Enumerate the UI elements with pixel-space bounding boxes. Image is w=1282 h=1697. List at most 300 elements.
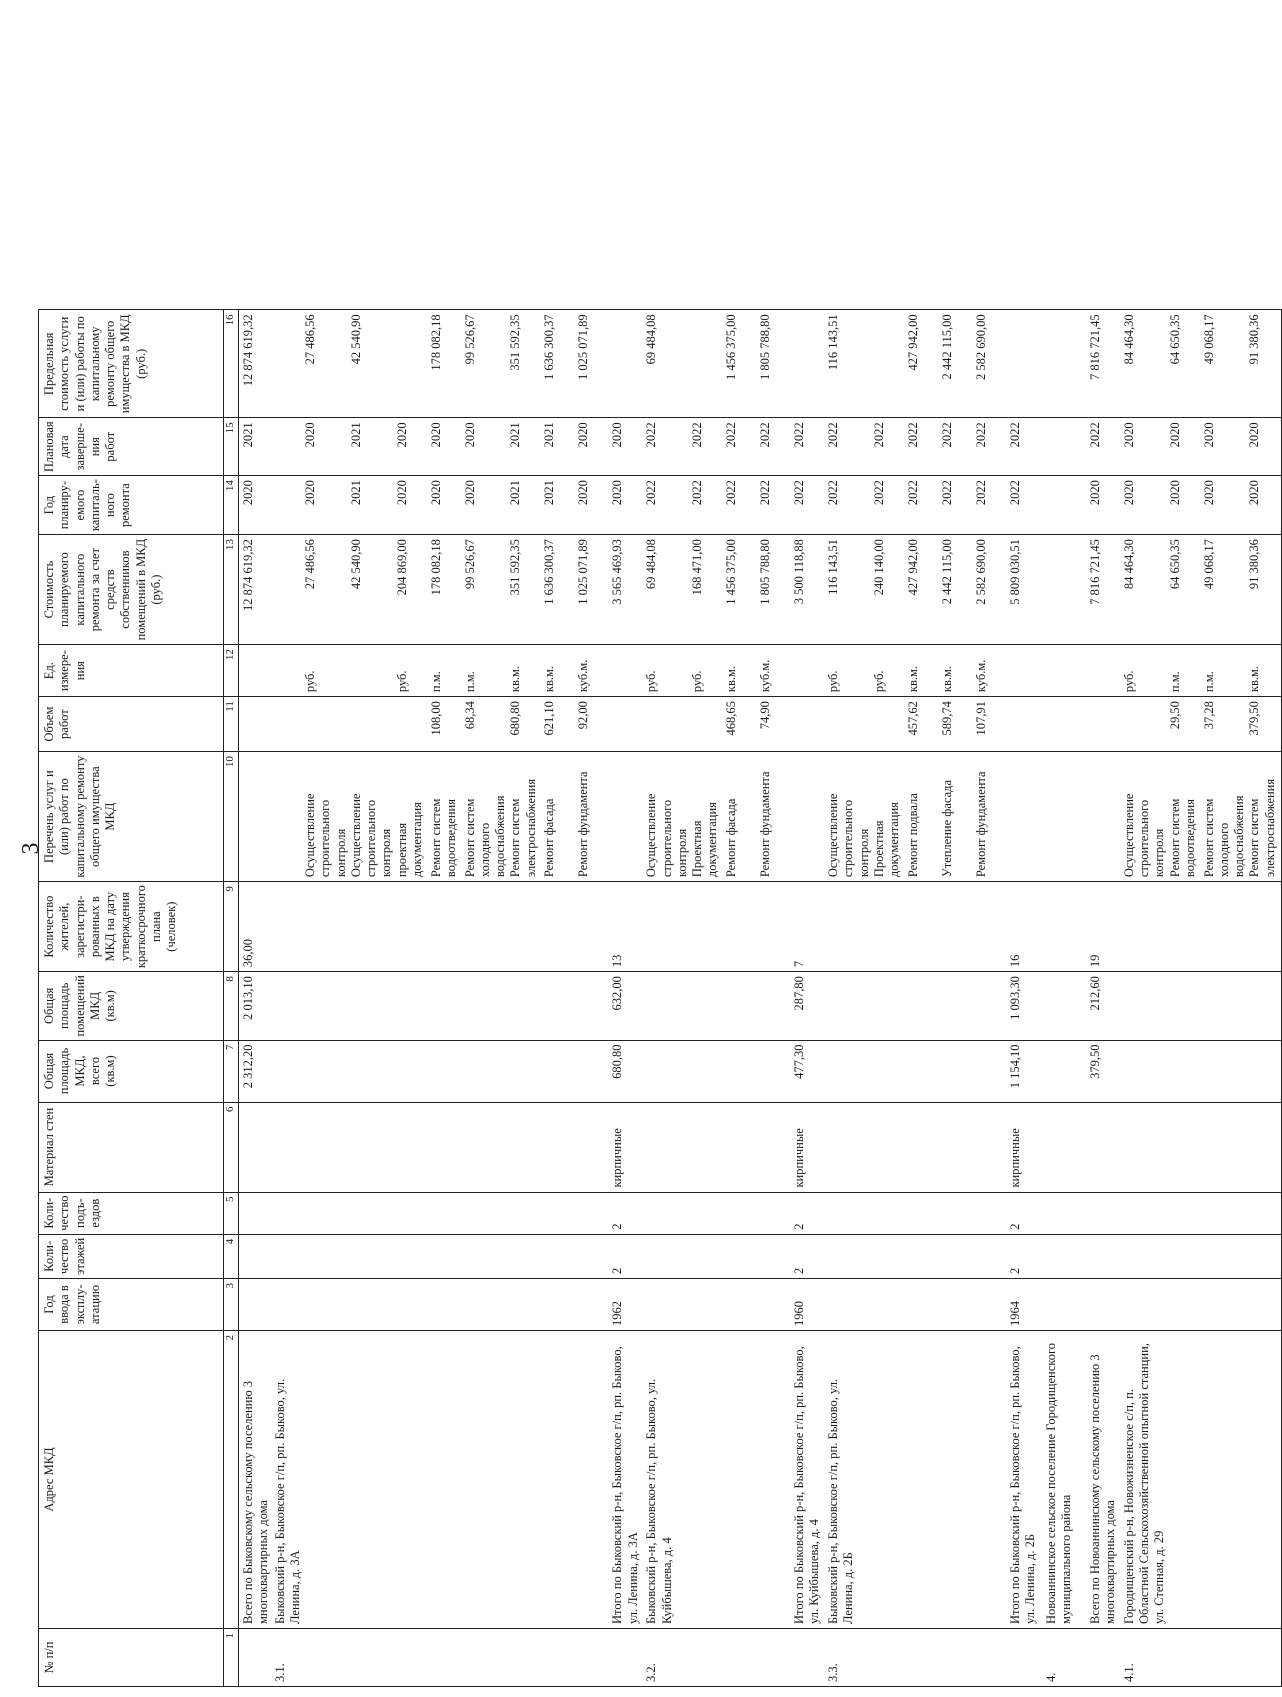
row-number bbox=[463, 1629, 509, 1687]
row-number: 4.1. bbox=[1122, 1629, 1168, 1687]
limit-cost: 49 068,17 bbox=[1202, 310, 1248, 418]
wall-material bbox=[872, 1102, 906, 1192]
premises-area: 212,60 bbox=[1088, 972, 1122, 1040]
residents-count bbox=[758, 882, 792, 972]
residents-count bbox=[1168, 882, 1202, 972]
year-commissioned bbox=[1122, 1279, 1168, 1331]
work-type: Ремонт систем электроснабжения bbox=[508, 752, 542, 882]
column-number: 12 bbox=[224, 645, 239, 697]
limit-cost: 2 582 690,00 bbox=[974, 310, 1008, 418]
work-volume bbox=[303, 697, 349, 752]
planned-year: 2022 bbox=[792, 476, 826, 535]
floors-count bbox=[429, 1234, 463, 1278]
work-type: Ремонт подвала bbox=[906, 752, 940, 882]
row-number bbox=[906, 1629, 940, 1687]
column-number: 6 bbox=[224, 1102, 239, 1192]
work-type: Осуществление строительного контроля bbox=[826, 752, 872, 882]
column-number: 15 bbox=[224, 418, 239, 476]
entrances-count bbox=[826, 1192, 872, 1234]
wall-material bbox=[1247, 1102, 1281, 1192]
entrances-count bbox=[906, 1192, 940, 1234]
total-area bbox=[576, 1040, 610, 1102]
planned-cost: 3 500 118,88 bbox=[792, 535, 826, 645]
total-area bbox=[395, 1040, 429, 1102]
entrances-count: 2 bbox=[792, 1192, 826, 1234]
entrances-count bbox=[508, 1192, 542, 1234]
work-type: Утепление фасада bbox=[940, 752, 974, 882]
work-volume: 468,65 bbox=[724, 697, 758, 752]
floors-count bbox=[724, 1234, 758, 1278]
premises-area bbox=[1168, 972, 1202, 1040]
address bbox=[576, 1331, 610, 1629]
limit-cost bbox=[690, 310, 724, 418]
table-row bbox=[644, 310, 690, 1687]
work-type bbox=[1008, 752, 1044, 882]
total-area bbox=[1202, 1040, 1248, 1102]
planned-cost: 2 442 115,00 bbox=[940, 535, 974, 645]
total-area bbox=[273, 1040, 304, 1102]
residents-count bbox=[542, 882, 576, 972]
wall-material bbox=[826, 1102, 872, 1192]
planned-cost: 3 565 469,93 bbox=[610, 535, 644, 645]
planned-year: 2022 bbox=[644, 476, 690, 535]
table-row bbox=[872, 310, 906, 1687]
premises-area bbox=[576, 972, 610, 1040]
unit bbox=[1088, 645, 1122, 697]
completion-date: 2022 bbox=[1088, 418, 1122, 476]
work-volume: 108,00 bbox=[429, 697, 463, 752]
completion-date: 2022 bbox=[974, 418, 1008, 476]
unit: кв.м. bbox=[724, 645, 758, 697]
planned-cost: 7 816 721,45 bbox=[1088, 535, 1122, 645]
limit-cost bbox=[610, 310, 644, 418]
planned-cost: 5 809 030,51 bbox=[1008, 535, 1044, 645]
row-number: 4. bbox=[1044, 1629, 1088, 1687]
planned-year: 2021 bbox=[508, 476, 542, 535]
premises-area bbox=[463, 972, 509, 1040]
limit-cost: 91 380,36 bbox=[1247, 310, 1281, 418]
column-header: Ед. измере-ния bbox=[39, 645, 224, 697]
completion-date: 2020 bbox=[395, 418, 429, 476]
entrances-count bbox=[576, 1192, 610, 1234]
work-volume bbox=[273, 697, 304, 752]
table-row bbox=[1247, 310, 1281, 1687]
work-type: Ремонт фундамента bbox=[576, 752, 610, 882]
unit bbox=[610, 645, 644, 697]
floors-count bbox=[1088, 1234, 1122, 1278]
premises-area: 2 013,10 bbox=[239, 972, 273, 1040]
planned-year: 2020 bbox=[1247, 476, 1281, 535]
work-type: Ремонт фундамента bbox=[758, 752, 792, 882]
work-type: Осуществление строительного контроля bbox=[644, 752, 690, 882]
unit bbox=[273, 645, 304, 697]
work-type bbox=[1088, 752, 1122, 882]
limit-cost: 2 442 115,00 bbox=[940, 310, 974, 418]
floors-count bbox=[940, 1234, 974, 1278]
work-volume bbox=[610, 697, 644, 752]
work-volume bbox=[349, 697, 395, 752]
unit: кв.м. bbox=[508, 645, 542, 697]
address bbox=[974, 1331, 1008, 1629]
table-row bbox=[1202, 310, 1248, 1687]
residents-count bbox=[349, 882, 395, 972]
work-volume: 457,62 bbox=[906, 697, 940, 752]
residents-count: 7 bbox=[792, 882, 826, 972]
work-type bbox=[610, 752, 644, 882]
wall-material bbox=[724, 1102, 758, 1192]
work-volume bbox=[792, 697, 826, 752]
floors-count bbox=[1247, 1234, 1281, 1278]
planned-year: 2020 bbox=[429, 476, 463, 535]
entrances-count: 2 bbox=[1008, 1192, 1044, 1234]
limit-cost: 1 805 788,80 bbox=[758, 310, 792, 418]
residents-count bbox=[690, 882, 724, 972]
completion-date: 2020 bbox=[463, 418, 509, 476]
total-area bbox=[826, 1040, 872, 1102]
planned-year: 2020 bbox=[610, 476, 644, 535]
total-area bbox=[690, 1040, 724, 1102]
planned-cost: 2 582 690,00 bbox=[974, 535, 1008, 645]
address bbox=[758, 1331, 792, 1629]
table-row bbox=[758, 310, 792, 1687]
planned-year: 2020 bbox=[395, 476, 429, 535]
row-number bbox=[792, 1629, 826, 1687]
address: Всего по Быковскому сельскому поселению 3 многоквартирных дома bbox=[239, 1331, 273, 1629]
planned-year: 2021 bbox=[542, 476, 576, 535]
unit: куб.м. bbox=[974, 645, 1008, 697]
work-type: проектная документация bbox=[395, 752, 429, 882]
table-row bbox=[273, 310, 304, 1687]
floors-count bbox=[690, 1234, 724, 1278]
row-number bbox=[303, 1629, 349, 1687]
column-header: Количество жителей, зарегистри-рованных в МКД на дату утверждения краткосрочного плана (человек) bbox=[39, 882, 224, 972]
planned-year: 2022 bbox=[724, 476, 758, 535]
table-row bbox=[1044, 310, 1088, 1687]
unit: руб. bbox=[1122, 645, 1168, 697]
planned-year: 2020 bbox=[1088, 476, 1122, 535]
work-volume bbox=[690, 697, 724, 752]
premises-area bbox=[1044, 972, 1088, 1040]
column-header: Перечень услуг и (или) работ по капитальному ремонту общего имущества МКД bbox=[39, 752, 224, 882]
work-type: Проектная документация bbox=[872, 752, 906, 882]
planned-cost: 69 484,08 bbox=[644, 535, 690, 645]
floors-count bbox=[758, 1234, 792, 1278]
column-header: Плановая дата заверше-ния работ bbox=[39, 418, 224, 476]
planned-cost: 116 143,51 bbox=[826, 535, 872, 645]
premises-area bbox=[349, 972, 395, 1040]
floors-count bbox=[872, 1234, 906, 1278]
planned-cost: 84 464,30 bbox=[1122, 535, 1168, 645]
work-volume: 74,90 bbox=[758, 697, 792, 752]
floors-count bbox=[273, 1234, 304, 1278]
planned-year bbox=[1044, 476, 1088, 535]
wall-material bbox=[906, 1102, 940, 1192]
premises-area bbox=[644, 972, 690, 1040]
limit-cost: 427 942,00 bbox=[906, 310, 940, 418]
wall-material bbox=[542, 1102, 576, 1192]
table-row bbox=[610, 310, 644, 1687]
limit-cost: 351 592,35 bbox=[508, 310, 542, 418]
work-volume bbox=[1008, 697, 1044, 752]
table-row bbox=[349, 310, 395, 1687]
column-header: Стоимость планируемого капитального ремонта за счет средств собственников помещений в МКД (руб.) bbox=[39, 535, 224, 645]
entrances-count bbox=[1247, 1192, 1281, 1234]
wall-material bbox=[1202, 1102, 1248, 1192]
year-commissioned bbox=[239, 1279, 273, 1331]
address bbox=[463, 1331, 509, 1629]
residents-count bbox=[1044, 882, 1088, 972]
floors-count bbox=[463, 1234, 509, 1278]
work-volume: 379,50 bbox=[1247, 697, 1281, 752]
year-commissioned bbox=[395, 1279, 429, 1331]
work-type: Ремонт систем холодного водоснабжения bbox=[1202, 752, 1248, 882]
entrances-count: 2 bbox=[610, 1192, 644, 1234]
planned-cost: 1 456 375,00 bbox=[724, 535, 758, 645]
wall-material bbox=[644, 1102, 690, 1192]
work-volume bbox=[1088, 697, 1122, 752]
residents-count: 16 bbox=[1008, 882, 1044, 972]
total-area bbox=[463, 1040, 509, 1102]
planned-year: 2022 bbox=[1008, 476, 1044, 535]
entrances-count bbox=[758, 1192, 792, 1234]
year-commissioned bbox=[463, 1279, 509, 1331]
planned-year: 2020 bbox=[463, 476, 509, 535]
address: Всего по Новоаннинскому сельскому поселению 3 многоквартирных дома bbox=[1088, 1331, 1122, 1629]
premises-area: 632,00 bbox=[610, 972, 644, 1040]
year-commissioned bbox=[1168, 1279, 1202, 1331]
address: Быковский р-н, Быковское г/п, рп. Быково, ул. Куйбышева, д. 4 bbox=[644, 1331, 690, 1629]
completion-date: 2021 bbox=[239, 418, 273, 476]
table-row bbox=[792, 310, 826, 1687]
address bbox=[395, 1331, 429, 1629]
row-number bbox=[1202, 1629, 1248, 1687]
entrances-count bbox=[690, 1192, 724, 1234]
floors-count bbox=[303, 1234, 349, 1278]
unit: кв.м. bbox=[906, 645, 940, 697]
floors-count bbox=[974, 1234, 1008, 1278]
planned-cost: 351 592,35 bbox=[508, 535, 542, 645]
table-row bbox=[1122, 310, 1168, 1687]
year-commissioned bbox=[826, 1279, 872, 1331]
unit: п.м. bbox=[1168, 645, 1202, 697]
planned-year: 2020 bbox=[303, 476, 349, 535]
work-volume: 37,28 bbox=[1202, 697, 1248, 752]
year-commissioned: 1964 bbox=[1008, 1279, 1044, 1331]
table-row bbox=[1088, 310, 1122, 1687]
row-number bbox=[872, 1629, 906, 1687]
limit-cost: 12 874 619,32 bbox=[239, 310, 273, 418]
row-number bbox=[576, 1629, 610, 1687]
residents-count bbox=[508, 882, 542, 972]
total-area bbox=[1168, 1040, 1202, 1102]
entrances-count bbox=[542, 1192, 576, 1234]
unit: руб. bbox=[690, 645, 724, 697]
floors-count bbox=[508, 1234, 542, 1278]
table-row bbox=[395, 310, 429, 1687]
planned-cost: 427 942,00 bbox=[906, 535, 940, 645]
row-number bbox=[690, 1629, 724, 1687]
unit: руб. bbox=[826, 645, 872, 697]
unit: п.м. bbox=[1202, 645, 1248, 697]
planned-cost: 204 869,00 bbox=[395, 535, 429, 645]
entrances-count bbox=[1088, 1192, 1122, 1234]
total-area bbox=[508, 1040, 542, 1102]
entrances-count bbox=[644, 1192, 690, 1234]
year-commissioned: 1962 bbox=[610, 1279, 644, 1331]
table-row bbox=[463, 310, 509, 1687]
completion-date: 2020 bbox=[303, 418, 349, 476]
column-number: 11 bbox=[224, 697, 239, 752]
row-number bbox=[1008, 1629, 1044, 1687]
total-area: 680,80 bbox=[610, 1040, 644, 1102]
table-row bbox=[542, 310, 576, 1687]
floors-count bbox=[1044, 1234, 1088, 1278]
completion-date: 2022 bbox=[940, 418, 974, 476]
address: Быковский р-н, Быковское г/п, рп. Быково, ул. Ленина, д. 2Б bbox=[826, 1331, 872, 1629]
address bbox=[724, 1331, 758, 1629]
unit: п.м. bbox=[429, 645, 463, 697]
page-number: 3 bbox=[18, 842, 44, 855]
limit-cost: 84 464,30 bbox=[1122, 310, 1168, 418]
total-area: 477,30 bbox=[792, 1040, 826, 1102]
premises-area bbox=[1247, 972, 1281, 1040]
planned-cost: 178 082,18 bbox=[429, 535, 463, 645]
residents-count bbox=[395, 882, 429, 972]
address: Итого по Быковский р-н, Быковское г/п, рп. Быково, ул. Куйбышева, д. 4 bbox=[792, 1331, 826, 1629]
address bbox=[1247, 1331, 1281, 1629]
entrances-count bbox=[239, 1192, 273, 1234]
work-volume: 680,80 bbox=[508, 697, 542, 752]
residents-count bbox=[826, 882, 872, 972]
planned-cost: 1 636 300,37 bbox=[542, 535, 576, 645]
residents-count bbox=[644, 882, 690, 972]
completion-date: 2022 bbox=[644, 418, 690, 476]
residents-count bbox=[1247, 882, 1281, 972]
completion-date: 2021 bbox=[349, 418, 395, 476]
floors-count bbox=[542, 1234, 576, 1278]
completion-date: 2021 bbox=[508, 418, 542, 476]
table-header bbox=[39, 310, 239, 1687]
limit-cost: 116 143,51 bbox=[826, 310, 872, 418]
wall-material bbox=[690, 1102, 724, 1192]
column-number: 3 bbox=[224, 1279, 239, 1331]
limit-cost bbox=[395, 310, 429, 418]
limit-cost bbox=[273, 310, 304, 418]
table-row bbox=[906, 310, 940, 1687]
column-header: Год планиру-емого капиталь-ного ремонта bbox=[39, 476, 224, 535]
address: Новоаннинское сельское поселение Городищенского муниципального района bbox=[1044, 1331, 1088, 1629]
column-header: Общая площадь помещений МКД (кв.м) bbox=[39, 972, 224, 1040]
entrances-count bbox=[395, 1192, 429, 1234]
planned-cost: 49 068,17 bbox=[1202, 535, 1248, 645]
total-area bbox=[940, 1040, 974, 1102]
column-header: Объем работ bbox=[39, 697, 224, 752]
planned-year: 2021 bbox=[349, 476, 395, 535]
premises-area bbox=[429, 972, 463, 1040]
total-area bbox=[1247, 1040, 1281, 1102]
column-number: 8 bbox=[224, 972, 239, 1040]
wall-material bbox=[303, 1102, 349, 1192]
total-area bbox=[542, 1040, 576, 1102]
floors-count bbox=[576, 1234, 610, 1278]
work-volume bbox=[872, 697, 906, 752]
address: Итого по Быковский р-н, Быковское г/п, рп. Быково, ул. Ленина, д. 3А bbox=[610, 1331, 644, 1629]
residents-count bbox=[576, 882, 610, 972]
limit-cost: 1 636 300,37 bbox=[542, 310, 576, 418]
row-number bbox=[974, 1629, 1008, 1687]
work-type: Ремонт систем водоотведения bbox=[429, 752, 463, 882]
table-row bbox=[429, 310, 463, 1687]
address bbox=[690, 1331, 724, 1629]
total-area bbox=[1122, 1040, 1168, 1102]
total-area: 379,50 bbox=[1088, 1040, 1122, 1102]
wall-material: кирпичные bbox=[792, 1102, 826, 1192]
entrances-count bbox=[724, 1192, 758, 1234]
column-number: 5 bbox=[224, 1192, 239, 1234]
total-area bbox=[1044, 1040, 1088, 1102]
planned-year: 2022 bbox=[690, 476, 724, 535]
year-commissioned bbox=[273, 1279, 304, 1331]
table-row bbox=[724, 310, 758, 1687]
work-volume: 621,10 bbox=[542, 697, 576, 752]
limit-cost: 27 486,56 bbox=[303, 310, 349, 418]
planned-year: 2022 bbox=[940, 476, 974, 535]
unit: кв.м. bbox=[940, 645, 974, 697]
address bbox=[906, 1331, 940, 1629]
completion-date: 2021 bbox=[542, 418, 576, 476]
work-volume: 107,91 bbox=[974, 697, 1008, 752]
wall-material bbox=[974, 1102, 1008, 1192]
completion-date: 2020 bbox=[576, 418, 610, 476]
premises-area bbox=[1122, 972, 1168, 1040]
address bbox=[429, 1331, 463, 1629]
table-row bbox=[576, 310, 610, 1687]
premises-area bbox=[906, 972, 940, 1040]
limit-cost: 64 650,35 bbox=[1168, 310, 1202, 418]
completion-date: 2022 bbox=[826, 418, 872, 476]
completion-date: 2022 bbox=[872, 418, 906, 476]
total-area bbox=[758, 1040, 792, 1102]
completion-date: 2020 bbox=[429, 418, 463, 476]
address bbox=[1202, 1331, 1248, 1629]
floors-count bbox=[395, 1234, 429, 1278]
table-row bbox=[826, 310, 872, 1687]
residents-count: 19 bbox=[1088, 882, 1122, 972]
completion-date: 2020 bbox=[1122, 418, 1168, 476]
table-row bbox=[1008, 310, 1044, 1687]
year-commissioned bbox=[906, 1279, 940, 1331]
work-type: Осуществление строительного контроля bbox=[1122, 752, 1168, 882]
year-commissioned bbox=[1044, 1279, 1088, 1331]
column-header: Предельная стоимость услуги и (или) работы по капитальному ремонту общего имущества в МКД (руб.) bbox=[39, 310, 224, 418]
planned-cost: 27 486,56 bbox=[303, 535, 349, 645]
work-type: Ремонт систем холодного водоснабжения bbox=[463, 752, 509, 882]
limit-cost bbox=[872, 310, 906, 418]
row-number bbox=[724, 1629, 758, 1687]
unit: руб. bbox=[395, 645, 429, 697]
premises-area bbox=[872, 972, 906, 1040]
entrances-count bbox=[1122, 1192, 1168, 1234]
row-number bbox=[508, 1629, 542, 1687]
wall-material bbox=[273, 1102, 304, 1192]
entrances-count bbox=[273, 1192, 304, 1234]
floors-count bbox=[1202, 1234, 1248, 1278]
table-row bbox=[940, 310, 974, 1687]
planned-cost bbox=[273, 535, 304, 645]
premises-area bbox=[974, 972, 1008, 1040]
entrances-count bbox=[1044, 1192, 1088, 1234]
table-body bbox=[239, 310, 1282, 1687]
